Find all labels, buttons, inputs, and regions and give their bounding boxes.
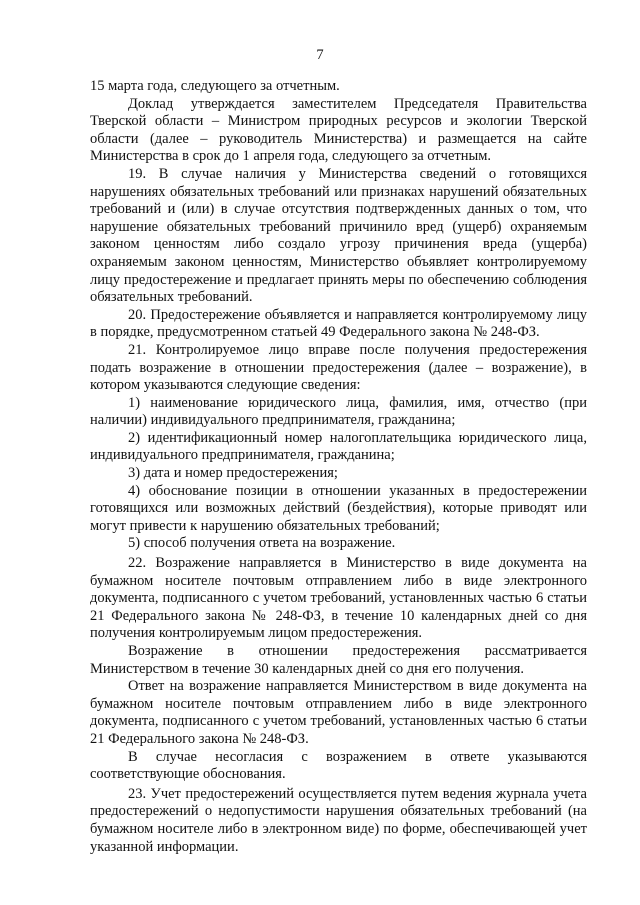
- list-item-3: 3) дата и номер предостережения;: [128, 465, 338, 482]
- paragraph-objection-review: Возражение в отношении предостережения рассматривается Министерством в течение 30 календарных дней со дня его получения.: [90, 643, 587, 677]
- list-item-2: 2) идентификационный номер налогоплательщика юридического лица, индивидуального предпринимателя, гражданина;: [90, 429, 587, 464]
- list-item-1: 1) наименование юридического лица, фамилия, имя, отчество (при наличии) индивидуального предпринимателя, гражданина;: [90, 394, 587, 429]
- paragraph-report-approval: Доклад утверждается заместителем Председателя Правительства Тверской области – Министром природных ресурсов и экологии Тверской области (далее – руководитель Министерства) и размещается на сайте Министерства в срок до 1 апреля года, следующего за отчетным.: [90, 95, 587, 165]
- document-body: [90, 78, 587, 856]
- paragraph-disagreement: В случае несогласия с возражением в ответе указываются соответствующие обоснования.: [90, 748, 587, 783]
- paragraph-19: 19. В случае наличия у Министерства сведений о готовящихся нарушениях обязательных требований или признаках нарушений обязательных требований и (или) в случае отсутствия подтвержденных данных о том, что нарушение обязательных требований причинило вред (ущерб) охраняемым законом ценностям либо создало угрозу причинения вреда (ущерба) охраняемым законом ценностям, Министерство объявляет контролируемому лицу предостережение и предлагает принять меры по обеспечению соблюдения обязательных требований.: [90, 165, 587, 306]
- page-number: 7: [316, 47, 324, 63]
- list-item-5: 5) способ получения ответа на возражение.: [128, 535, 396, 552]
- paragraph-continuation: 15 марта года, следующего за отчетным.: [90, 78, 340, 94]
- paragraph-20: 20. Предостережение объявляется и направляется контролируемому лицу в порядке, предусмотренном статьей 49 Федерального закона № 248-ФЗ.: [90, 306, 587, 341]
- paragraph-21: 21. Контролируемое лицо вправе после получения предостережения подать возражение в отношении предостережения (далее – возражение), в котором указываются следующие сведения:: [90, 341, 587, 394]
- paragraph-22: 22. Возражение направляется в Министерство в виде документа на бумажном носителе почтовым отправлением либо в виде электронного документа, подписанного с учетом требований, установленных частью 6 статьи 21 Федерального закона № 248-ФЗ, в течение 10 календарных дней со дня получения контролируемым лицом предостережения.: [90, 555, 587, 642]
- paragraph-23: 23. Учет предостережений осуществляется путем ведения журнала учета предостережений о недопустимости нарушения обязательных требований (на бумажном носителе либо в электронном виде) по форме, обеспечивающей учет указанной информации.: [90, 785, 587, 855]
- paragraph-objection-response: Ответ на возражение направляется Министерством в виде документа на бумажном носителе почтовым отправлением либо в виде электронного документа, подписанного с учетом требований, установленных частью 6 статьи 21 Федерального закона № 248-ФЗ.: [90, 678, 587, 747]
- list-item-4: 4) обоснование позиции в отношении указанных в предостережении готовящихся или возможных действий (бездействия), которые приводят или могут привести к нарушению обязательных требований;: [90, 482, 587, 534]
